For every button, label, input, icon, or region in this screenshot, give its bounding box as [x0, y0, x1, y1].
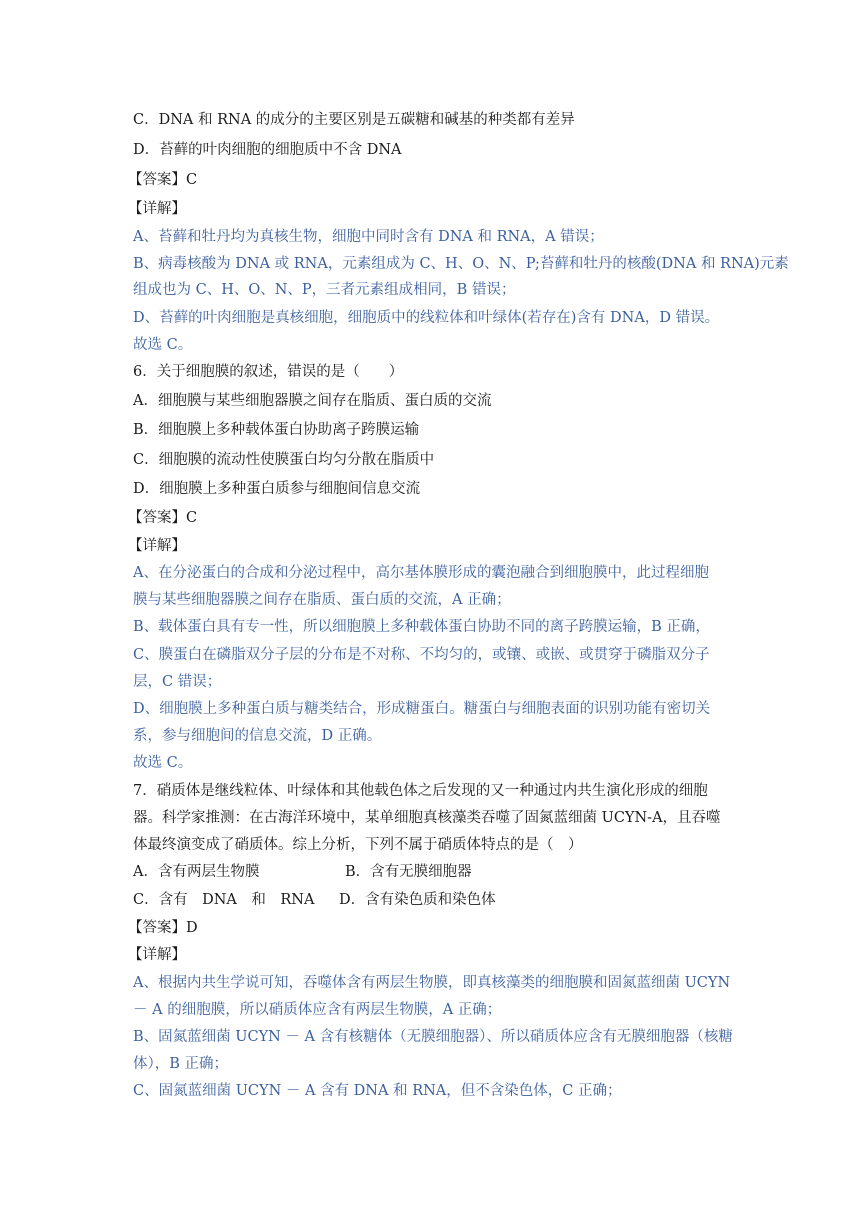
q7-option-a: A．含有两层生物膜	[133, 864, 260, 880]
q6-option-b: B．细胞膜上多种载体蛋白协助离子跨膜运输	[133, 422, 420, 438]
q6-detail-header: 【详解】	[128, 538, 186, 554]
q6-explanation-d-line1: D、细胞膜上多种蛋白质与糖类结合，形成糖蛋白。糖蛋白与细胞表面的识别功能有密切关	[133, 701, 711, 717]
q6-explanation-a-line1: A、在分泌蛋白的合成和分泌过程中，高尔基体膜形成的囊泡融合到细胞膜中，此过程细胞	[133, 565, 709, 581]
q7-detail-header: 【详解】	[128, 947, 186, 963]
q7-explanation-b-line2: 体），B 正确；	[133, 1056, 229, 1072]
q7-explanation-b-line1: B、固氮蓝细菌 UCYN － A 含有核糖体（无膜细胞器）、所以硝质体应含有无膜细胞器（核糖	[133, 1029, 733, 1045]
q6-option-d: D．细胞膜上多种蛋白质参与细胞间信息交流	[133, 481, 421, 497]
q7-stem-line3: 体最终演变成了硝质体。综上分析，下列不属于硝质体特点的是（ ）	[133, 837, 583, 853]
q6-option-a: A．细胞膜与某些细胞器膜之间存在脂质、蛋白质的交流	[133, 393, 492, 409]
q5-explanation-d: D、苔藓的叶肉细胞是真核细胞，细胞质中的线粒体和叶绿体(若存在)含有 DNA，D 错误。	[133, 310, 720, 326]
q6-explanation-d-line2: 系，参与细胞间的信息交流，D 正确。	[133, 728, 382, 744]
q5-explanation-b-line2: 组成也为 C、H、O、N、P，三者元素组成相同，B 错误；	[133, 282, 516, 298]
q5-answer: 【答案】C	[128, 172, 198, 188]
q6-stem: 6．关于细胞膜的叙述，错误的是（ ）	[133, 364, 404, 380]
q7-explanation-a-line2: － A 的细胞膜，所以硝质体应含有两层生物膜，A 正确；	[133, 1002, 502, 1018]
q5-explanation-a: A、苔藓和牡丹均为真核生物，细胞中同时含有 DNA 和 RNA，A 错误；	[133, 229, 604, 245]
q5-option-c: C．DNA 和 RNA 的成分的主要区别是五碳糖和碱基的种类都有差异	[133, 112, 575, 128]
q7-answer: 【答案】D	[128, 920, 198, 936]
q6-explanation-c-line1: C、膜蛋白在磷脂双分子层的分布是不对称、不均匀的，或镶、或嵌、或贯穿于磷脂双分子	[133, 647, 710, 663]
q7-stem-line1: 7．硝质体是继线粒体、叶绿体和其他载色体之后发现的又一种通过内共生演化形成的细胞	[133, 783, 708, 799]
q5-detail-header: 【详解】	[128, 201, 186, 217]
q6-option-c: C．细胞膜的流动性使膜蛋白均匀分散在脂质中	[133, 452, 435, 468]
q5-explanation-b-line1: B、病毒核酸为 DNA 或 RNA，元素组成为 C、H、O、N、P;苔藓和牡丹的核酸(DNA 和 RNA)元素	[133, 256, 789, 272]
q6-explanation-b: B、载体蛋白具有专一性，所以细胞膜上多种载体蛋白协助不同的离子跨膜运输，B 正确，	[133, 619, 710, 635]
q6-conclusion: 故选 C。	[133, 755, 193, 771]
q6-answer: 【答案】C	[128, 510, 198, 526]
q7-explanation-a-line1: A、根据内共生学说可知，吞噬体含有两层生物膜，即真核藻类的细胞膜和固氮蓝细菌 UCYN	[133, 975, 731, 991]
q7-option-c: C．含有 DNA 和 RNA	[133, 892, 315, 908]
q7-option-b: B．含有无膜细胞器	[345, 864, 472, 880]
q7-explanation-c: C、固氮蓝细菌 UCYN － A 含有 DNA 和 RNA，但不含染色体，C 正确；	[133, 1083, 622, 1099]
q5-conclusion: 故选 C。	[133, 337, 193, 353]
q7-option-d: D．含有染色质和染色体	[339, 892, 496, 908]
q6-explanation-c-line2: 层，C 错误；	[133, 674, 222, 690]
q5-option-d: D．苔藓的叶肉细胞的细胞质中不含 DNA	[133, 142, 402, 158]
q7-stem-line2: 器。科学家推测：在古海洋环境中，某单细胞真核藻类吞噬了固氮蓝细菌 UCYN-A，且吞噬	[133, 810, 721, 826]
q6-explanation-a-line2: 膜与某些细胞器膜之间存在脂质、蛋白质的交流，A 正确；	[133, 592, 511, 608]
